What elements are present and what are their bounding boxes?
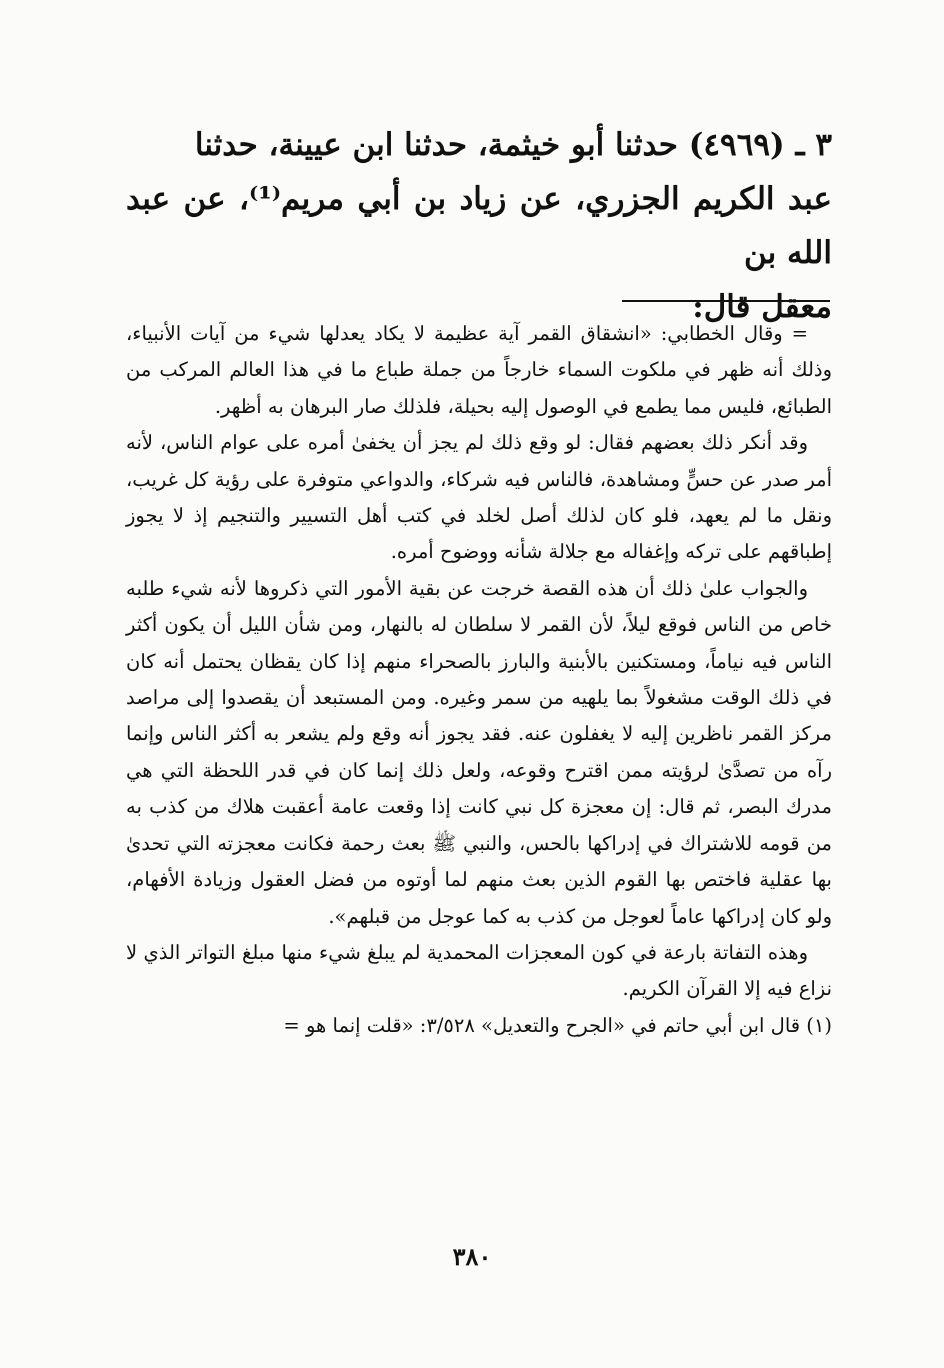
footnote-paragraph-objection: وقد أنكر ذلك بعضهم فقال: لو وقع ذلك لم يجز أن يخفىٰ أمره على عوام الناس، لأنه أمر صدر عن حسٍّ ومشاهدة، فالناس فيه شركاء، والدواعي متوفرة على رؤية كل غريب، ونقل ما لم يعهد، فلو كان لذلك أصل لخلد في كتب أهل التسيير والتنجيم إذ لا يجوز إطباقهم على تركه وإغفاله مع جلالة شأنه ووضوح أمره. <box>126 431 832 564</box>
footnote-paragraph-answer: والجواب علىٰ ذلك أن هذه القصة خرجت عن بقية الأمور التي ذكروها لأنه شيء طلبه خاص من الناس فوقع ليلاً، لأن القمر لا سلطان له بالنهار، ومن شأن الليل أن يكون أكثر الناس فيه نياماً، ومستكنين بالأبنية والبارز بالصحراء منهم إذا كان يقظان يحتمل أنه كان في ذلك الوقت مشغولاً بما يلهيه من سمر وغيره. ومن المستبعد أن يقصدوا إلى مراصد مركز القمر ناظرين إليه لا يغفلون عنه. فقد يجوز أنه وقع ولم يشعر به أكثر الناس وإنما رآه من تصدَّىٰ لرؤيته ممن اقترح وقوعه، ولعل ذلك إنما كان في قدر اللحظة التي هي مدرك البصر، ثم قال: إن معجزة كل نبي كانت إذا وقعت عامة أعقبت هلاك من كذب به من قومه للاشتراك في إدراكها بالحس، والنبي ﷺ بعث رحمة فكانت معجزته التي تحدىٰ بها عقلية فاختص بها القوم الذين بعث منهم لما أوتوه من فضل العقول وزيادة الأفهام، ولو كان إدراكها عاماً لعوجل من كذب به كما عوجل من قبلهم». <box>126 576 832 928</box>
footnote-1: (١) قال ابن أبي حاتم في «الجرح والتعديل» ٣/٥٢٨: «قلت إنما هو = <box>283 1013 832 1037</box>
hadith-line-1: ٣ ـ (٤٩٦٩) حدثنا أبو خيثمة، حدثنا ابن عيينة، حدثنا <box>194 127 832 163</box>
page-number: ٣٨٠ <box>452 1242 492 1271</box>
footnote-paragraph-remark: وهذه التفاتة بارعة في كون المعجزات المحمدية لم يبلغ شيء منها مبلغ التواتر الذي لا نزاع فيه إلا القرآن الكريم. <box>126 940 832 1001</box>
footnote-separator <box>622 300 830 302</box>
hadith-line-3: معقل قال: <box>692 289 832 325</box>
hadith-line-2: عبد الكريم الجزري، عن زياد بن أبي مريم⁽¹⁾، عن عبد الله بن <box>126 181 833 271</box>
footnotes <box>126 316 832 1044</box>
footnote-paragraph-khattabi: = وقال الخطابي: «انشقاق القمر آية عظيمة لا يكاد يعدلها شيء من آيات الأنبياء، وذلك أنه ظهر في ملكوت السماء خارجاً من جملة طباع ما في هذا العالم المركب من الطبائع، فليس مما يطمع في الوصول إليه بحيلة، فلذلك صار البرهان به أظهر. <box>126 322 832 418</box>
